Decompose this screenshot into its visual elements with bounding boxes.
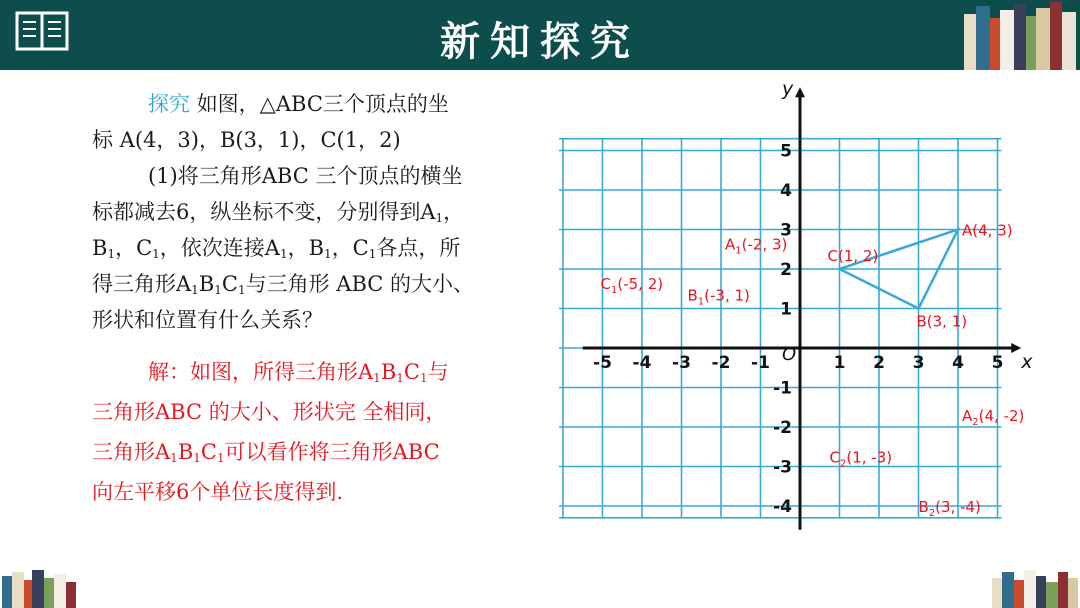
x-tick-label: -5 [593,353,612,373]
x-tick-label: -1 [751,353,770,373]
solution-line: 向左平移6个单位长度得到. [92,480,344,504]
y-tick-label: 3 [780,220,792,241]
point-label-b1: $B_1(-3$, 1) [687,286,750,308]
x-tick-label: 5 [991,353,1004,373]
x-tick-label: 1 [833,353,846,373]
point-label-c2: $C_2(1$, -3) [829,448,893,470]
y-axis-label: y [782,78,794,101]
question-line: 形状和位置有什么关系？ [92,308,323,332]
y-tick-label: 5 [780,141,792,162]
x-tick-label: -3 [672,353,691,373]
solution-line: 解：如图，所得三角形$A_1B_1C_1$与 [148,360,449,385]
x-tick-label: 2 [873,353,885,373]
x-axis-label: x [1021,351,1033,373]
page-title: 新知探究 [440,19,640,65]
y-tick-label: 4 [780,181,792,201]
y-tick-label: -1 [773,378,792,399]
solution-line: 三角形ABC 的大小、形状完 全相同， [92,400,447,424]
problem-line: 标 A(4，3)，B(3，1)，C(1，2) [92,128,401,152]
point-label-a1: $A_1(-2$, 3) [725,235,788,257]
point-label-a2: $A_2(4$, -2) [962,407,1025,428]
y-tick-label: -2 [773,418,792,438]
y-tick-label: 2 [780,260,792,280]
point-label-b2: $B_2(3$, -4) [918,498,981,519]
problem-text-line: 如图，△ABC三个顶点的坐 [196,92,449,116]
x-tick-label: 4 [952,353,964,373]
y-tick-label: -4 [773,497,792,517]
origin-label: O [782,344,797,365]
point-label-b: B(3, 1) [916,312,968,331]
x-tick-label: 3 [912,353,925,373]
question-line: 标都减去6，纵坐标不变，分别得到$A_1$， [92,200,465,225]
point-label-c1: $C_1(-5$, 2) [600,275,664,296]
y-tick-label: -3 [773,457,792,478]
y-tick-label: 1 [780,299,792,320]
question-line: $B_1$，$C_1$，依次连接$A_1$，$B_1$，$C_1$各点，所 [92,236,461,261]
question-line: 得三角形$A_1B_1C_1$与三角形 ABC 的大小、 [92,272,475,297]
x-axis-arrow [1011,343,1021,353]
explore-label: 探究 [148,92,190,116]
x-tick-label: -4 [632,353,652,373]
question-line: (1)将三角形ABC 三个顶点的横坐 [148,164,463,188]
point-label-c: C(1, 2) [827,247,879,265]
solution-line: 三角形$A_1B_1C_1$可以看作将三角形ABC [92,440,440,465]
point-label-a: A(4, 3) [962,221,1013,240]
y-axis-arrow [795,87,805,97]
x-tick-label: -2 [711,353,731,373]
